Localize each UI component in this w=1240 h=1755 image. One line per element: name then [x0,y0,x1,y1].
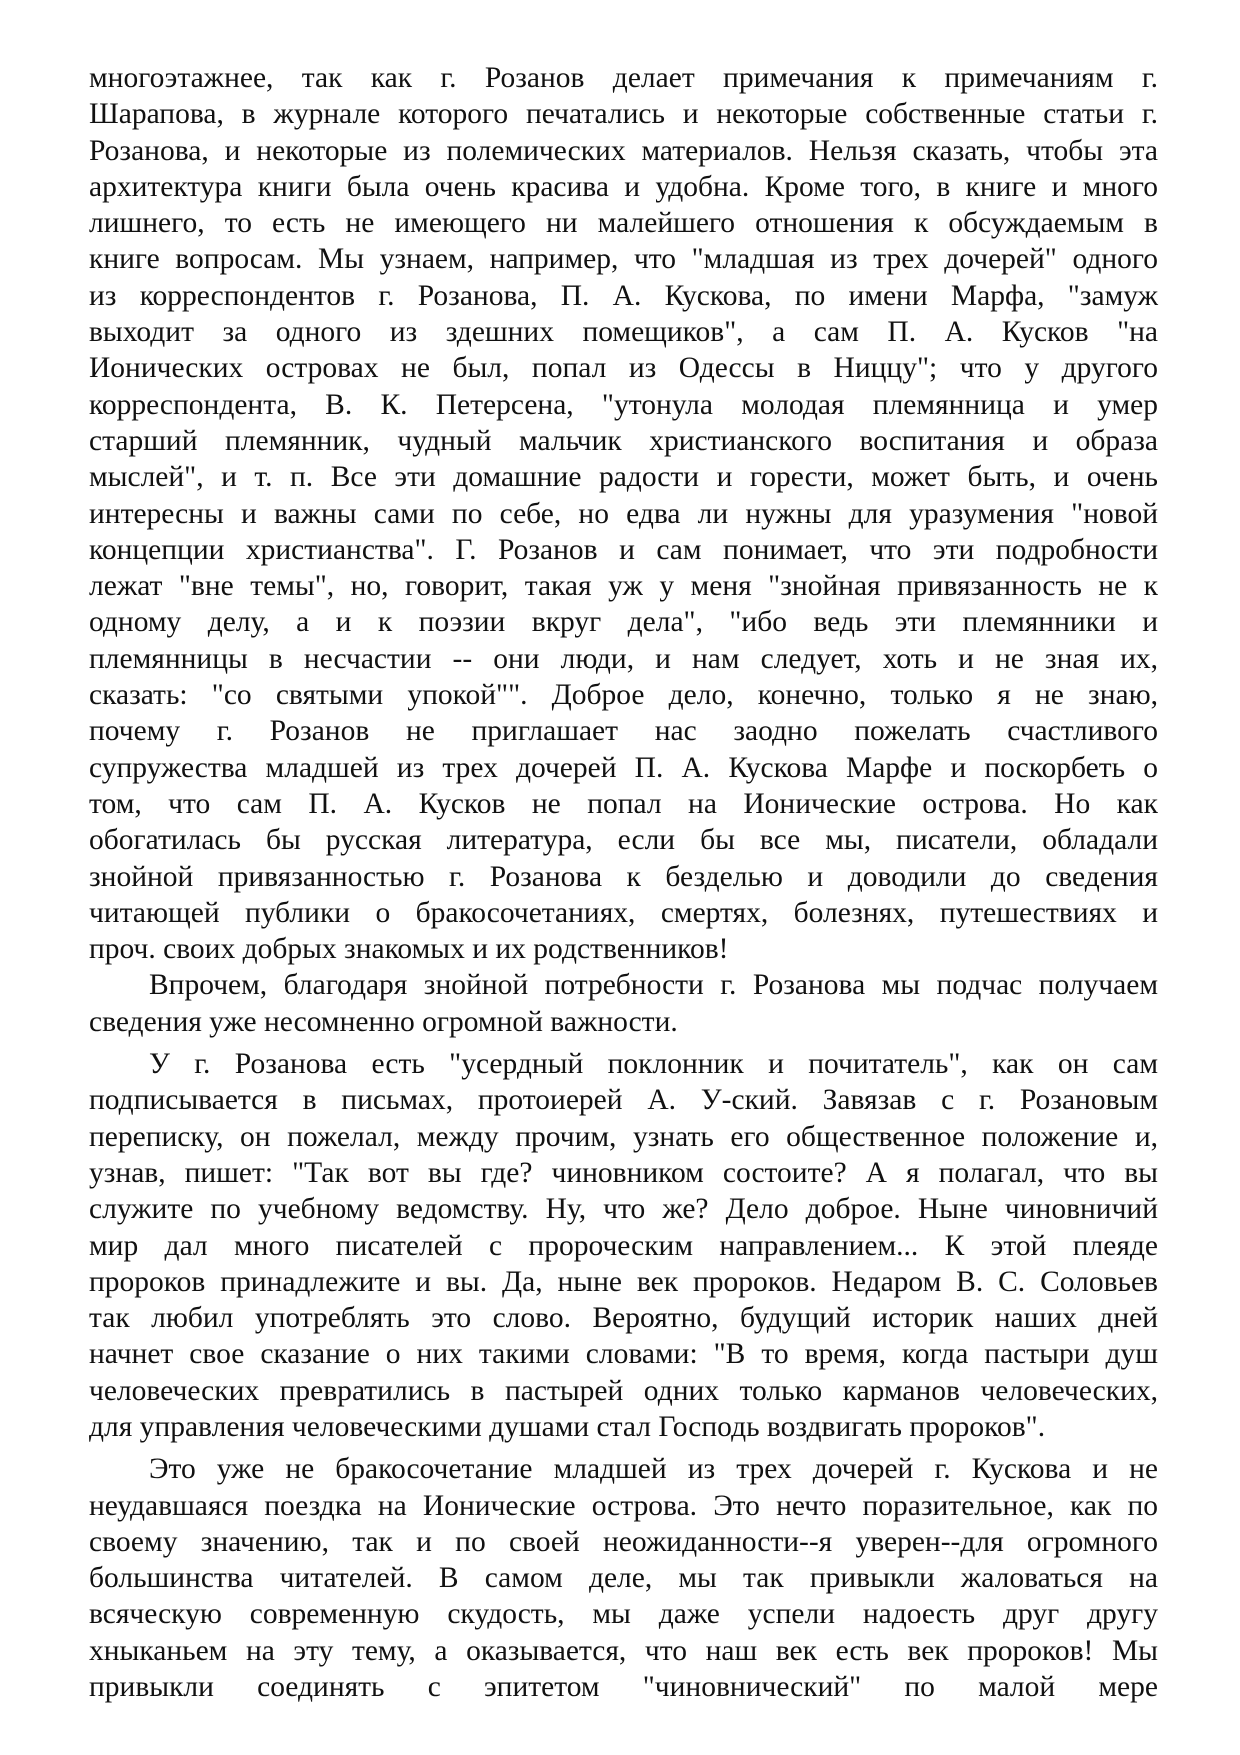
paragraph-4 [89,1451,1158,1705]
paragraph-1 [89,60,1158,967]
text-line: сведения уже несомненно огромной важности. [89,1005,678,1038]
text-line: проч. своих добрых знакомых и их родственников! [89,933,729,966]
text-line: мир дал много писателей с пророческим направлением... К этой плеяде [89,1229,1158,1262]
text-line: начнет свое сказание о них такими словами: "В то время, когда пастыри душ [89,1338,1158,1371]
text-line: почему г. Розанов не приглашает нас заодно пожелать счастливого [89,715,1158,748]
text-line: многоэтажнее, так как г. Розанов делает примечания к примечаниям г. [89,62,1158,94]
text-line: лежат "вне темы", но, говорит, такая уж у меня "знойная привязанность не к [89,570,1158,603]
text-line: для управления человеческими душами стал Господь воздвигать пророков". [89,1410,1046,1443]
text-line: старший племянник, чудный мальчик христианского воспитания и образа [89,424,1158,457]
text-line: том, что сам П. А. Кусков не попал на Ионические острова. Но как [89,787,1158,820]
text-line: одному делу, а и к поэзии вкруг дела", "ибо ведь эти племянники и [89,606,1158,639]
text-line: из корреспондентов г. Розанова, П. А. Кускова, по имени Марфа, "замуж [89,279,1158,312]
text-line: Это уже не бракосочетание младшей из трех дочерей г. Кускова и не [149,1453,1158,1486]
text-line: Впрочем, благодаря знойной потребности г. Розанова мы подчас получаем [149,969,1158,1002]
text-line: интересны и важны сами по себе, но едва ли нужны для уразумения "новой [89,497,1158,530]
paragraph-2 [89,967,1158,1040]
text-line: корреспондента, В. К. Петерсена, "утонула молодая племянница и умер [89,388,1158,421]
text-line: большинства читателей. В самом деле, мы так привыкли жаловаться на [89,1562,1158,1595]
text-line: племянницы в несчастии -- они люди, и нам следует, хоть и не зная их, [89,642,1158,675]
text-line: привыкли соединять с эпитетом "чиновнический" по малой мере [89,1671,1158,1704]
text-line: человеческих превратились в пастырей одних только карманов человеческих, [89,1374,1158,1407]
text-line: супружества младшей из трех дочерей П. А. Кускова Марфе и поскорбеть о [89,751,1158,784]
text-line: У г. Розанова есть "усердный поклонник и почитатель", как он сам [149,1048,1158,1081]
text-line: мыслей", и т. п. Все эти домашние радости и горести, может быть, и очень [89,461,1158,494]
text-line: Шарапова, в журнале которого печатались и некоторые собственные статьи г. [89,98,1158,131]
text-line: Ионических островах не был, попал из Одессы в Ниццу"; что у другого [89,352,1158,385]
text-line: всяческую современную скудость, мы даже успели надоесть друг другу [89,1598,1158,1631]
text-line: так любил употреблять это слово. Вероятно, будущий историк наших дней [89,1302,1158,1335]
text-line: лишнего, то есть не имеющего ни малейшего отношения к обсуждаемым в [89,207,1158,240]
document-page [89,60,1158,1705]
text-line: архитектура книги была очень красива и удобна. Кроме того, в книге и много [89,170,1158,203]
text-line: неудавшаяся поездка на Ионические острова. Это нечто поразительное, как по [89,1489,1158,1522]
text-line: Розанова, и некоторые из полемических материалов. Нельзя сказать, чтобы эта [89,134,1158,167]
text-line: выходит за одного из здешних помещиков", а сам П. А. Кусков "на [89,316,1158,349]
text-line: пророков принадлежите и вы. Да, ныне век пророков. Недаром В. С. Соловьев [89,1265,1158,1298]
text-line: переписку, он пожелал, между прочим, узнать его общественное положение и, [89,1120,1158,1153]
text-line: концепции христианства". Г. Розанов и сам понимает, что эти подробности [89,533,1158,566]
text-line: обогатилась бы русская литература, если бы все мы, писатели, обладали [89,824,1158,857]
paragraph-3 [89,1046,1158,1445]
text-line: хныканьем на эту тему, а оказывается, что наш век есть век пророков! Мы [89,1634,1158,1667]
text-line: подписывается в письмах, протоиерей А. У-ский. Завязав с г. Розановым [89,1084,1158,1117]
text-line: сказать: "со святыми упокой"". Доброе дело, конечно, только я не знаю, [89,679,1158,712]
text-line: своему значению, так и по своей неожиданности--я уверен--для огромного [89,1525,1158,1558]
text-line: служите по учебному ведомству. Ну, что же? Дело доброе. Ныне чиновничий [89,1193,1158,1226]
text-line: книге вопросам. Мы узнаем, например, что "младшая из трех дочерей" одного [89,243,1158,276]
text-line: знойной привязанностью г. Розанова к безделью и доводили до сведения [89,860,1158,893]
text-line: узнав, пишет: "Так вот вы где? чиновником состоите? А я полагал, что вы [89,1156,1158,1189]
text-line: читающей публики о бракосочетаниях, смертях, болезнях, путешествиях и [89,896,1158,929]
